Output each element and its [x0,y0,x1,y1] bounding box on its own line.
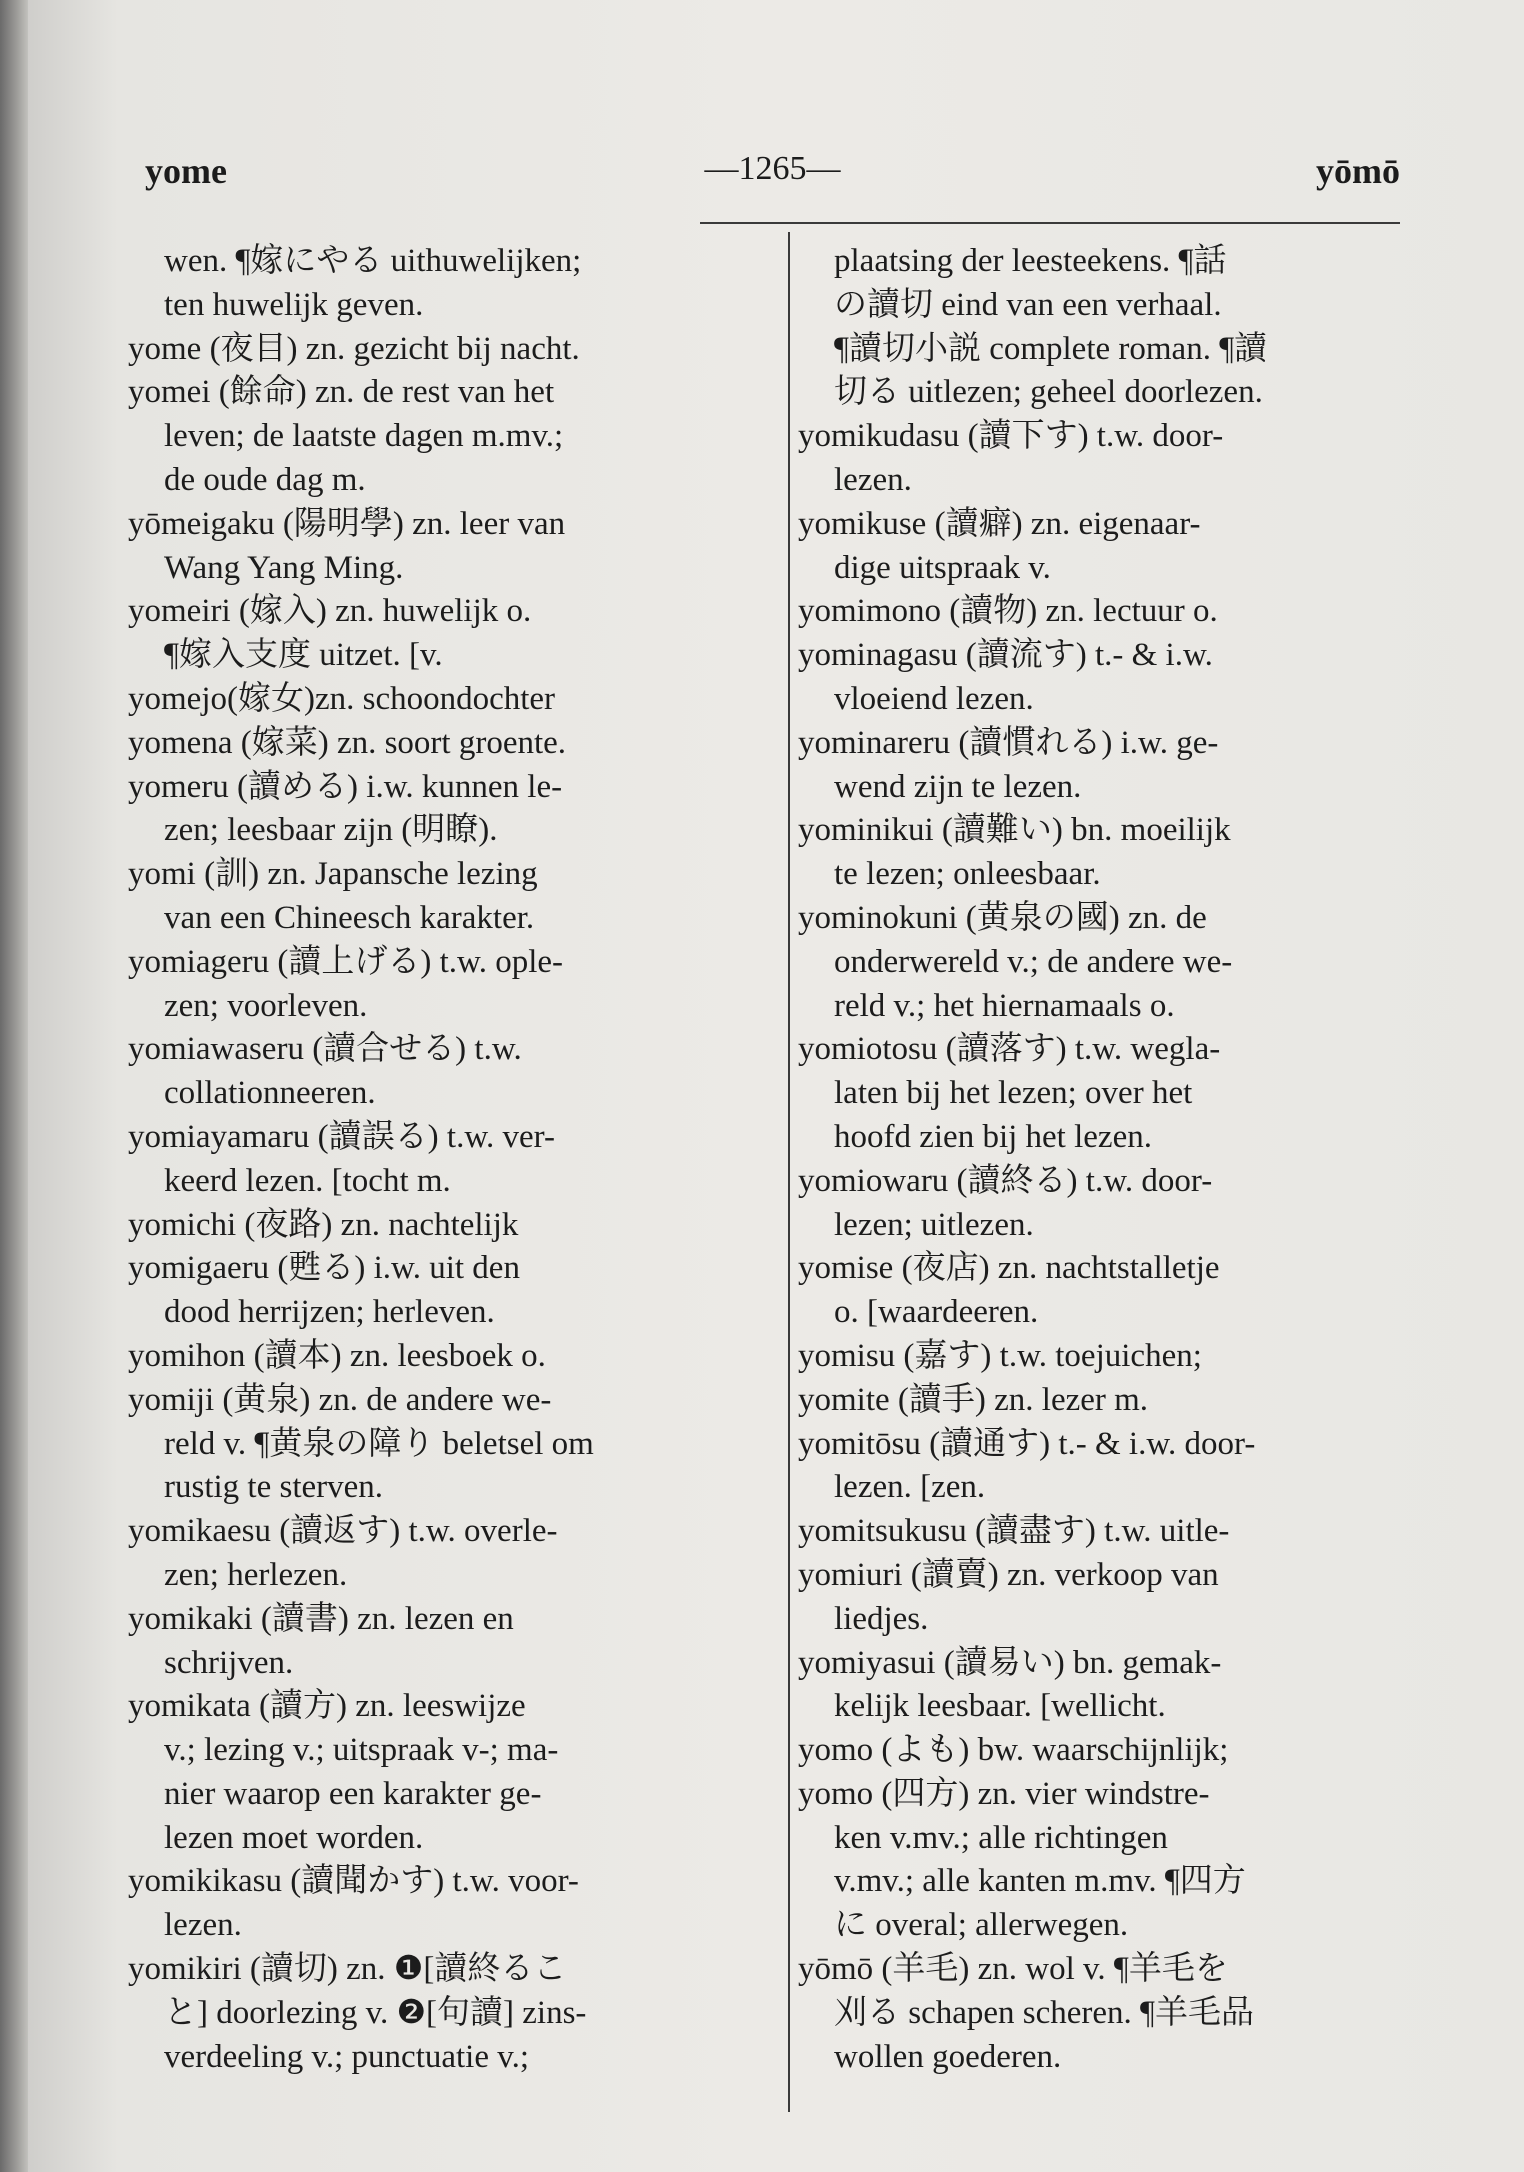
entry-line: yomiayamaru (讀誤る) t.w. ver- [128,1118,555,1155]
entry-line: yomiawaseru (讀合せる) t.w. [128,1031,522,1068]
entry-line: plaatsing der leesteekens. ¶話 [834,243,1227,279]
entry-line: dood herrijzen; herleven. [164,1294,495,1331]
entry-line: yomitsukusu (讀盡す) t.w. uitle- [798,1513,1230,1550]
entry-line: yominagasu (讀流す) t.- & i.w. [798,637,1213,674]
entry-line: yomihon (讀本) zn. leesboek o. [128,1337,546,1374]
entry-line: nier waarop een karakter ge- [164,1775,542,1812]
entry-line: wen. ¶嫁にやる uithuwelijken; [164,243,582,279]
entry-line: yomikiri (讀切) zn. ❶[讀終るこ [128,1951,567,1988]
entry-line: yomena (嫁菜) zn. soort groente. [128,724,567,761]
entry-line: yōmō (羊毛) zn. wol v. ¶羊毛を [798,1951,1228,1988]
entry-line: v.mv.; alle kanten m.mv. ¶四方 [834,1863,1246,1900]
entry-line: yomikuse (讀癖) zn. eigenaar- [798,505,1201,542]
entry-line: yomiageru (讀上げる) t.w. ople- [128,943,564,980]
entry-line: yomikaesu (讀返す) t.w. overle- [128,1513,558,1550]
entry-line: yomise (夜店) zn. nachtstalletje [798,1250,1220,1287]
entry-line: lezen. [164,1907,242,1944]
entry-line: kelijk leesbaar. [wellicht. [834,1688,1166,1725]
left-column [128,240,753,2079]
entry-line: yomei (餘命) zn. de rest van het [128,374,555,411]
entry-line: lezen moet worden. [164,1819,424,1856]
entry-line: v.; lezing v.; uitspraak v-; ma- [164,1732,559,1769]
entry-line: yomimono (讀物) zn. lectuur o. [798,593,1218,630]
entry-line: yomiuri (讀賣) zn. verkoop van [798,1556,1219,1593]
entry-line: yomo (四方) zn. vier windstre- [798,1775,1210,1812]
entry-line: collationneeren. [164,1075,376,1112]
entry-line: reld v.; het hiernamaals o. [834,987,1175,1024]
entry-line: yomikata (讀方) zn. leeswijze [128,1688,526,1725]
entry-line: yomiotosu (讀落す) t.w. wegla- [798,1031,1221,1068]
entry-line: laten bij het lezen; over het [834,1075,1193,1112]
entry-line: yomejo(嫁女)zn. schoondochter [128,680,556,717]
entry-line: yomitōsu (讀通す) t.- & i.w. door- [798,1425,1256,1462]
entry-line: yomeiri (嫁入) zn. huwelijk o. [128,593,532,630]
entry-line: yomiji (黄泉) zn. de andere we- [128,1381,552,1418]
entry-line: vloeiend lezen. [834,680,1034,717]
entry-line: 刈る schapen scheren. ¶羊毛品 [834,1994,1255,2031]
entry-line: yomichi (夜路) zn. nachtelijk [128,1206,519,1243]
entry-line: yomite (讀手) zn. lezer m. [798,1381,1149,1418]
left-guide-word: yome [145,151,227,191]
entry-line: van een Chineesch karakter. [164,899,535,936]
entry-line: ken v.mv.; alle richtingen [834,1819,1168,1856]
entry-line: ¶讀切小説 complete roman. ¶讀 [834,330,1268,367]
entry-line: yōmeigaku (陽明學) zn. leer van [128,505,566,542]
entry-line: zen; leesbaar zijn (明瞭). [164,812,498,849]
entry-line: verdeeling v.; punctuatie v.; [164,2038,530,2075]
header-rule [700,222,1400,224]
entry-line: lezen; uitlezen. [834,1206,1034,1243]
column-divider [788,232,790,2112]
entry-line: yomikikasu (讀聞かす) t.w. voor- [128,1863,579,1900]
entry-line: reld v. ¶黄泉の障り beletsel om [164,1425,594,1462]
entry-line: と] doorlezing v. ❷[句讀] zins- [164,1994,587,2031]
entry-line: lezen. [zen. [834,1469,986,1506]
entry-line: zen; herlezen. [164,1556,348,1593]
entry-line: wend zijn te lezen. [834,768,1082,805]
entry-line: に overal; allerwegen. [834,1907,1129,1944]
entry-line: dige uitspraak v. [834,549,1051,586]
page-number: —1265— [704,150,841,187]
entry-line: wollen goederen. [834,2038,1062,2075]
entry-line: hoofd zien bij het lezen. [834,1118,1152,1155]
entry-line: schrijven. [164,1644,294,1681]
entry-line: ¶嫁入支度 uitzet. [v. [164,637,443,674]
entry-line: yomeru (讀める) i.w. kunnen le- [128,768,563,805]
entry-line: o. [waardeeren. [834,1294,1039,1331]
entry-line: yomo (よも) bw. waarschijnlijk; [798,1732,1229,1769]
entry-line: liedjes. [834,1600,929,1637]
book-binding-shadow [0,0,28,2172]
entry-line: keerd lezen. [tocht m. [164,1162,451,1199]
entry-line: Wang Yang Ming. [164,549,404,586]
entry-line: yominokuni (黄泉の國) zn. de [798,899,1207,936]
entry-line: の讀切 eind van een verhaal. [834,286,1222,323]
right-guide-word: yōmō [1316,151,1400,191]
entry-line: de oude dag m. [164,461,366,498]
entry-line: lezen. [834,461,912,498]
entry-line: onderwereld v.; de andere we- [834,943,1233,980]
entry-line: yomikudasu (讀下す) t.w. door- [798,418,1224,455]
entry-line: yomigaeru (甦る) i.w. uit den [128,1250,520,1287]
entry-line: yominareru (讀慣れる) i.w. ge- [798,724,1219,761]
entry-line: leven; de laatste dagen m.mv.; [164,418,564,455]
entry-line: zen; voorleven. [164,987,368,1024]
entry-line: yomiowaru (讀終る) t.w. door- [798,1162,1213,1199]
entry-line: rustig te sterven. [164,1469,384,1506]
entry-line: yomi (訓) zn. Japansche lezing [128,856,538,893]
running-head [145,150,1400,200]
entry-line: 切る uitlezen; geheel doorlezen. [834,374,1263,411]
entry-line: yomisu (嘉す) t.w. toejuichen; [798,1337,1202,1374]
right-column [798,240,1410,2079]
entry-line: ten huwelijk geven. [164,286,424,323]
entry-line: yomiyasui (讀易い) bn. gemak- [798,1644,1222,1681]
entry-line: yomikaki (讀書) zn. lezen en [128,1600,514,1637]
entry-line: yominikui (讀難い) bn. moeilijk [798,812,1231,849]
entry-line: te lezen; onleesbaar. [834,856,1101,893]
entry-line: yome (夜目) zn. gezicht bij nacht. [128,330,580,367]
